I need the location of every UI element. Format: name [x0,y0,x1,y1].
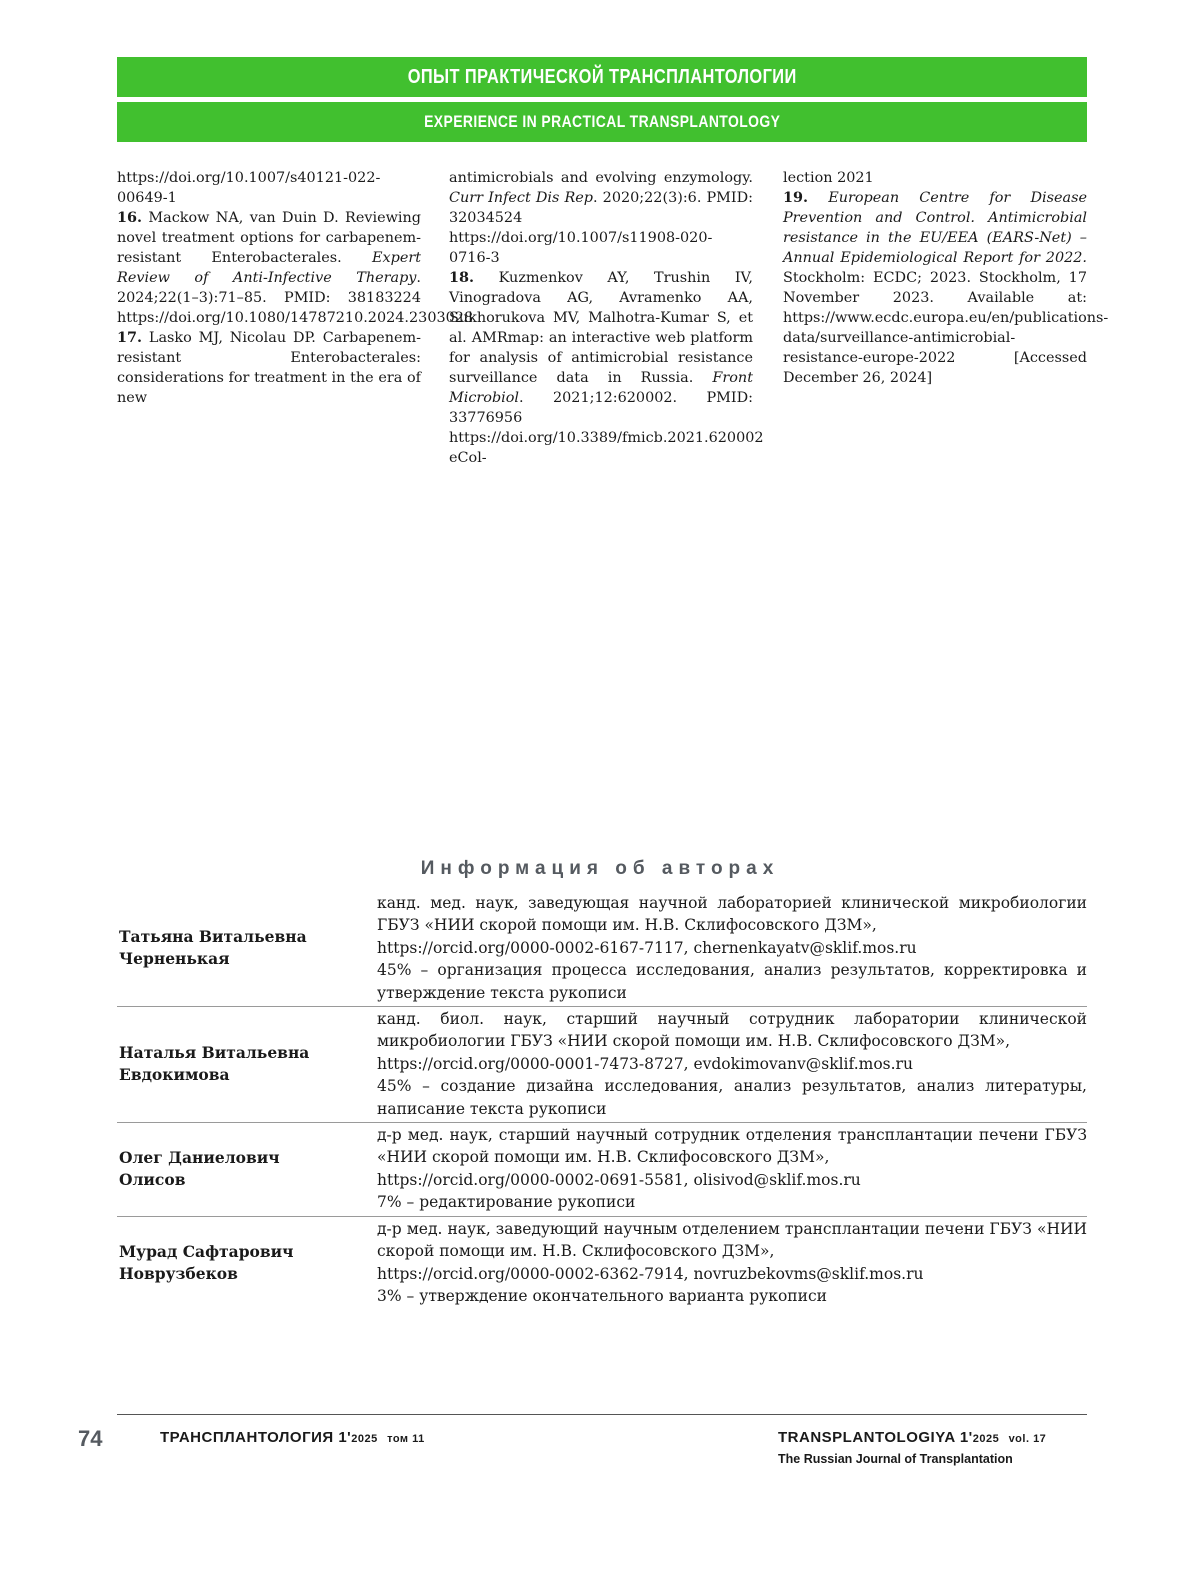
authors-table [117,891,1087,1309]
section-banner-en [117,102,1087,142]
reference-column-1 [117,168,474,408]
author-info [377,1218,1087,1308]
author-position: канд. биол. наук, старший научный сотрудник лаборатории клинической микробиологии ГБУЗ «НИИ скорой помощи им. Н.В. Склифосовского ДЗМ», [377,1010,1087,1051]
author-contribution: 45% – создание дизайна исследования, анализ результатов, анализ литературы, написание текста рукописи [377,1077,1087,1118]
reference-15-tail: https://doi.org/10.1007/s40121-022-00649-1 [117,170,381,206]
journal-subtitle-en: The Russian Journal of Transplantation [778,1452,1013,1466]
author-contribution: 7% – редактирование рукописи [377,1193,636,1212]
section-banner-ru [117,57,1087,97]
author-info [377,1124,1087,1214]
author-position: канд. мед. наук, заведующая научной лабораторией клинической микробиологии ГБУЗ «НИИ скорой помощи им. Н.В. Склифосовского ДЗМ», [377,894,1087,935]
journal-title-en: TRANSPLANTOLOGIYA 1'2025 vol. 17 [778,1429,1047,1446]
author-row [117,1123,1087,1217]
reference-column-3 [783,168,1109,388]
section-title-ru: ОПЫТ ПРАКТИЧЕСКОЙ ТРАНСПЛАНТОЛОГИИ [407,66,797,88]
author-row [117,1007,1087,1123]
author-contacts: https://orcid.org/0000-0001-7473-8727, evdokimovanv@sklif.mos.ru [377,1054,913,1073]
references-columns [117,168,1109,466]
author-name: Наталья Витальевна Евдокимова [119,1043,310,1085]
author-info [377,892,1087,1004]
reference-18-cont: lection 2021 [783,170,874,186]
reference-17: 17. Lasko MJ, Nicolau DP. Carbapenem-resistant Enterobacterales: considerations for treatment in the era of new [117,329,421,406]
reference-19: 19. European Centre for Disease Prevention and Control. Antimicrobial resistance in the EU/EEA (EARS-Net) – Annual Epidemiological Report for 2022. Stockholm: ECDC; 2023. Stockholm, 17 November 2023. Available at: https://www.ecdc.europa.eu/en/publications-data/surveillance-antimicrobial-resistance-europe-2022 [Accessed December 26, 2024] [783,189,1109,386]
author-contribution: 45% – организация процесса исследования, анализ результатов, корректировка и утверждение текста рукописи [377,961,1087,1002]
author-name: Мурад Сафтарович Новрузбеков [119,1241,294,1283]
section-title-en: EXPERIENCE IN PRACTICAL TRANSPLANTOLOGY [423,112,781,131]
journal-title-ru: ТРАНСПЛАНТОЛОГИЯ 1'2025 том 11 [160,1429,425,1446]
authors-section-title: Информация об авторах [420,858,780,879]
author-position: д-р мед. наук, старший научный сотрудник отделения трансплантации печени ГБУЗ «НИИ скорой помощи им. Н.В. Склифосовского ДЗМ», [377,1126,1087,1167]
reference-column-2 [449,168,764,468]
author-contacts: https://orcid.org/0000-0002-0691-5581, olisivod@sklif.mos.ru [377,1170,861,1189]
author-row [117,891,1087,1007]
author-info [377,1008,1087,1120]
author-contacts: https://orcid.org/0000-0002-6167-7117, chernenkayatv@sklif.mos.ru [377,938,917,957]
author-contacts: https://orcid.org/0000-0002-6362-7914, novruzbekovms@sklif.mos.ru [377,1264,924,1283]
author-contribution: 3% – утверждение окончательного варианта рукописи [377,1286,827,1305]
reference-16: 16. Mackow NA, van Duin D. Reviewing novel treatment options for carbapenem-resistant Enterobacterales. Expert Review of Anti-Infective Therapy. 2024;22(1–3):71–85. PMID: 38183224 https://doi.org/10.1080/14787210.2024.2303028 [117,209,474,326]
author-name: Олег Даниелович Олисов [119,1147,280,1189]
page-number: 74 [78,1426,103,1451]
reference-17-cont: antimicrobials and evolving enzymology. Curr Infect Dis Rep. 2020;22(3):6. PMID: 32034524 https://doi.org/10.1007/s11908-020-0716-3 [449,170,753,266]
footer-divider [117,1414,1087,1415]
reference-18: 18. Kuzmenkov AY, Trushin IV, Vinogradova AG, Avramenko AA, Sukhorukova MV, Malhotra-Kumar S, et al. AMRmap: an interactive web platform for analysis of antimicrobial resistance surveillance data in Russia. Front Microbiol. 2021;12:620002. PMID: 33776956 https://doi.org/10.3389/fmicb.2021.620002 eCol- [449,269,764,466]
author-row [117,1217,1087,1310]
author-name: Татьяна Витальевна Черненькая [119,927,307,969]
author-position: д-р мед. наук, заведующий научным отделением трансплантации печени ГБУЗ «НИИ скорой помощи им. Н.В. Склифосовского ДЗМ», [377,1219,1087,1261]
